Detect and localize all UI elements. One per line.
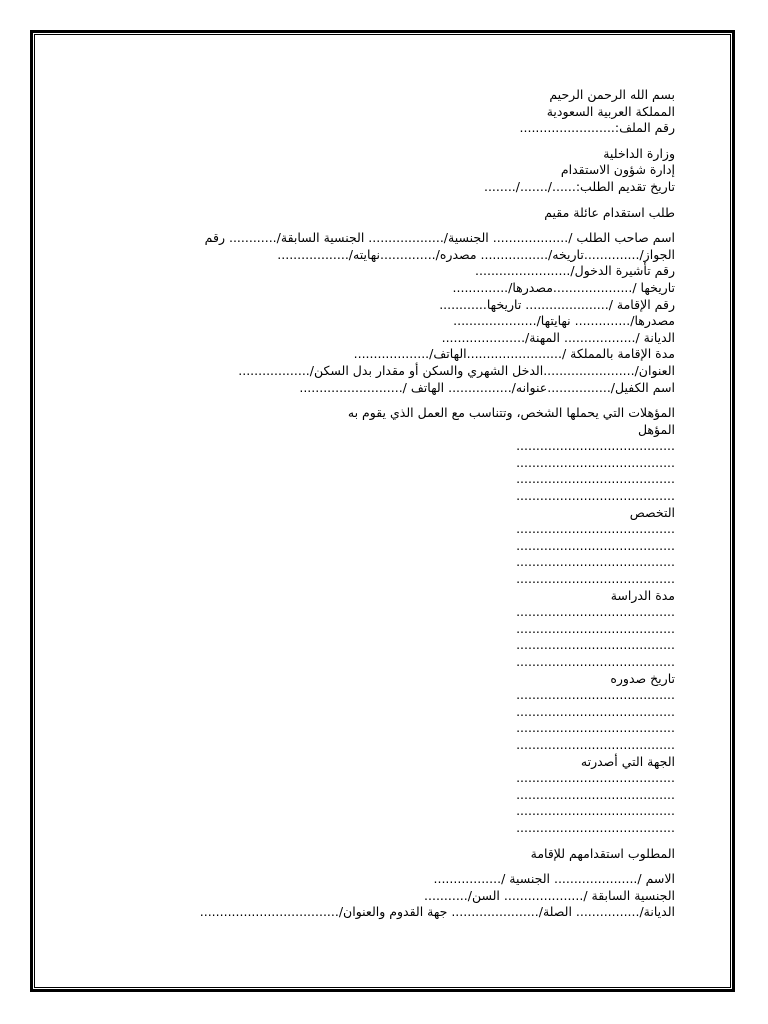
visa-date-field: تاريخها /....................مصدرها/.............. <box>452 279 675 295</box>
application-form <box>95 87 675 921</box>
qualification-blank-line: ........................................ <box>516 488 675 504</box>
study-duration-heading: مدة الدراسة <box>610 587 675 603</box>
issuing-body-blank-line: ........................................ <box>516 803 675 819</box>
applicant-name-field: اسم صاحب الطلب /................... الجنسية/................... الجنسية السابقة/............ رقم <box>204 230 675 246</box>
residents-title: المطلوب استقدامهم للإقامة <box>530 845 675 861</box>
residence-source-field: مصدرها/.............. نهايتها/..................... <box>453 313 675 329</box>
qualification-heading: المؤهل <box>637 421 675 437</box>
study-duration-blank-line: ........................................ <box>516 654 675 669</box>
qualifications-intro: المؤهلات التي يحملها الشخص، وتتناسب مع العمل الذي يقوم به <box>347 405 675 421</box>
address-income-field: العنوان/.......................الدخل الشهري والسكن أو مقدار بدل السكن/.................. <box>238 362 675 378</box>
issue-date-blank-line: ........................................ <box>516 736 675 752</box>
qualification-blank-line: ........................................ <box>516 438 675 454</box>
specialization-blank-line: ........................................ <box>516 554 675 570</box>
file-number-field: رقم الملف:........................ <box>519 120 675 136</box>
issuing-body-blank-line: ........................................ <box>516 786 675 802</box>
study-duration-blank-line: ........................................ <box>516 620 675 636</box>
issue-date-blank-line: ........................................ <box>516 703 675 719</box>
study-duration-blank-line: ........................................ <box>516 604 675 620</box>
ministry-name: وزارة الداخلية <box>603 145 675 161</box>
specialization-blank-line: ........................................ <box>516 521 675 537</box>
specialization-blank-line: ........................................ <box>516 537 675 553</box>
issuing-body-blank-line: ........................................ <box>516 819 675 835</box>
request-title: طلب استقدام عائلة مقيم <box>544 204 675 220</box>
issuing-body-heading: الجهة التي أصدرته <box>580 753 675 769</box>
residence-duration-field: مدة الإقامة بالمملكة /........................الهاتف/................... <box>353 346 675 362</box>
issue-date-blank-line: ........................................ <box>516 687 675 703</box>
entry-visa-field: رقم تأشيرة الدخول/........................ <box>475 263 675 279</box>
passport-field: الجواز/..............تاريخه/................. مصدره/..............نهايته/.................. <box>277 246 675 262</box>
country-name: المملكة العربية السعودية <box>546 103 675 119</box>
specialization-blank-line: ........................................ <box>516 571 675 587</box>
study-duration-blank-line: ........................................ <box>516 637 675 653</box>
sponsor-field: اسم الكفيل/................عنوانه/................ الهاتف /.......................... <box>299 379 675 395</box>
issuing-body-blank-line: ........................................ <box>516 770 675 786</box>
specialization-heading: التخصص <box>629 504 675 520</box>
application-date-field: تاريخ تقديم الطلب:....../......./........ <box>483 178 675 194</box>
resident-nationality-field: الجنسية السابقة /.................... السن/........... <box>424 887 675 903</box>
basmala: بسم الله الرحمن الرحيم <box>549 87 675 102</box>
department-name: إدارة شؤون الاستقدام <box>560 162 675 178</box>
resident-name-field: الاسم /..................... الجنسية /................. <box>433 871 675 887</box>
qualification-blank-line: ........................................ <box>516 471 675 487</box>
qualification-blank-line: ........................................ <box>516 454 675 470</box>
religion-occupation-field: الديانة /.................. المهنة/..................... <box>441 329 675 345</box>
residence-number-field: رقم الإقامة /..................... تاريخها............ <box>439 296 675 312</box>
issue-date-heading: تاريخ صدوره <box>610 670 675 686</box>
issue-date-blank-line: ........................................ <box>516 720 675 736</box>
resident-religion-field: الديانة/................ الصلة/...................... جهة القدوم والعنوان/................................... <box>199 904 675 920</box>
